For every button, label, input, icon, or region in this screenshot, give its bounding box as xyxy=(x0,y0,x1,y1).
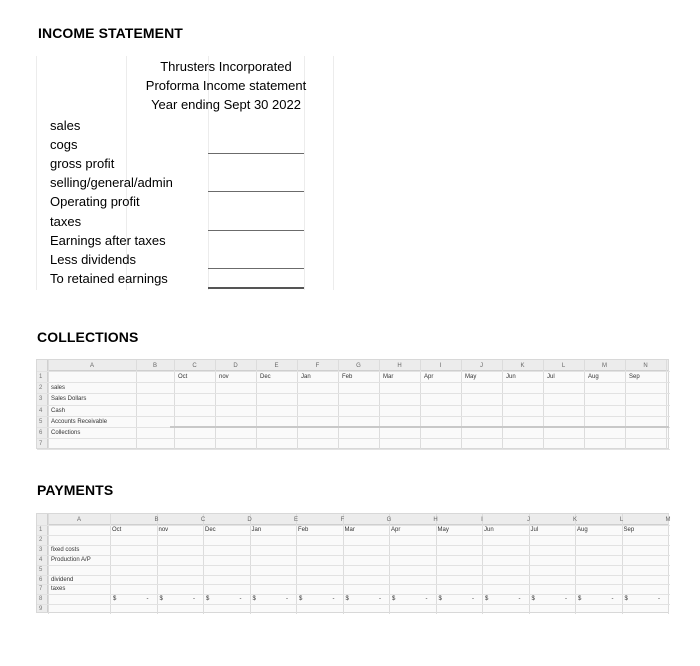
subtotal-underline xyxy=(208,268,304,269)
column-letter-f: F xyxy=(340,517,345,523)
column-letter-j: J xyxy=(527,517,530,523)
column-letter-a: A xyxy=(89,363,94,369)
total-dash: - xyxy=(611,596,614,603)
month-jul: Jul xyxy=(547,374,555,380)
month-mar: Mar xyxy=(383,374,394,380)
company-name: Thrusters Incorporated xyxy=(160,59,292,74)
collections-row-label: Cash xyxy=(51,407,66,414)
month-sep: Sep xyxy=(623,527,635,533)
column-letter-k: K xyxy=(520,363,525,369)
column-letter-k: K xyxy=(572,517,577,523)
month-mar: Mar xyxy=(344,527,355,533)
total-currency-symbol: $ xyxy=(206,596,210,603)
column-letter-e: E xyxy=(274,363,279,369)
total-currency-symbol: $ xyxy=(624,596,628,603)
row-number: 2 xyxy=(39,536,43,543)
payments-row-label: fixed costs xyxy=(51,546,80,553)
total-dash: - xyxy=(193,596,195,603)
column-letter-b: B xyxy=(152,363,157,369)
row-number: 4 xyxy=(39,556,43,563)
row-number: 2 xyxy=(39,385,43,392)
grid-line xyxy=(37,371,670,372)
column-letter-f: F xyxy=(315,363,320,369)
column-letter-g: G xyxy=(356,363,361,369)
month-aug: Aug xyxy=(577,527,588,533)
column-letter-l: L xyxy=(619,517,624,523)
grid-line xyxy=(37,604,670,605)
column-letter-h: H xyxy=(433,517,438,523)
row-number: 3 xyxy=(39,396,43,403)
payments-row-label: taxes xyxy=(51,586,66,593)
month-feb: Feb xyxy=(342,374,353,380)
month-jan: Jan xyxy=(251,527,262,533)
row-number: 7 xyxy=(39,586,43,593)
total-dash: - xyxy=(332,596,335,603)
collections-row-label: sales xyxy=(51,385,66,392)
total-dash: - xyxy=(658,596,660,603)
income-statement-heading: INCOME STATEMENT xyxy=(38,25,183,41)
total-currency-symbol: $ xyxy=(159,596,163,603)
column-letter-n: N xyxy=(643,363,648,369)
row-number: 1 xyxy=(39,527,43,533)
subtotal-underline xyxy=(208,153,304,154)
total-currency-symbol: $ xyxy=(252,596,256,603)
income-statement-table xyxy=(36,56,334,290)
grid-line xyxy=(37,545,670,546)
row-number: 1 xyxy=(39,374,43,380)
column-letter-m: M xyxy=(602,363,607,369)
column-letter-d: D xyxy=(233,363,238,369)
total-currency-symbol: $ xyxy=(392,596,396,603)
total-dash: - xyxy=(518,596,521,603)
subtotal-underline xyxy=(208,230,304,231)
collections-row-label: Accounts Receivable xyxy=(51,418,108,425)
column-letter-c: C xyxy=(200,517,206,523)
grid-line xyxy=(37,575,670,576)
month-jul: Jul xyxy=(530,527,539,533)
total-currency-symbol: $ xyxy=(345,596,349,603)
column-letter-h: H xyxy=(397,363,402,369)
row-number: 8 xyxy=(39,596,43,603)
column-letter-e: E xyxy=(293,517,298,523)
payments-row-label: Production A/P xyxy=(51,556,91,563)
collections-row-label: Sales Dollars xyxy=(51,396,87,403)
row-number: 5 xyxy=(39,418,43,425)
month-apr: Apr xyxy=(424,374,434,380)
total-currency-symbol: $ xyxy=(113,596,117,603)
grid-line xyxy=(37,393,670,394)
total-currency-symbol: $ xyxy=(485,596,489,603)
column-letter-g: G xyxy=(386,517,392,523)
income-row-operating-profit: Operating profit xyxy=(50,194,140,209)
column-letter-d: D xyxy=(247,517,252,523)
month-sep: Sep xyxy=(629,374,640,380)
month-aug: Aug xyxy=(588,374,599,380)
month-nov: nov xyxy=(158,527,169,533)
total-dash: - xyxy=(565,596,567,603)
grid-line xyxy=(37,535,670,536)
row-number: 3 xyxy=(39,546,43,553)
month-dec: Dec xyxy=(260,374,271,380)
column-letter-i: I xyxy=(481,517,483,523)
column-letter-l: L xyxy=(561,363,566,369)
statement-period: Year ending Sept 30 2022 xyxy=(151,97,301,112)
row-number: 4 xyxy=(39,407,43,414)
total-underline xyxy=(208,287,304,289)
grid-line xyxy=(37,594,670,595)
collections-grid xyxy=(36,359,669,449)
grid-line xyxy=(37,438,670,439)
grid-line xyxy=(37,416,670,417)
payments-heading: PAYMENTS xyxy=(37,482,114,498)
row-number: 6 xyxy=(39,576,43,583)
grid-line xyxy=(37,584,670,585)
grid-line xyxy=(37,382,670,383)
column-letter-a: A xyxy=(76,517,81,523)
row-number: 5 xyxy=(39,566,43,573)
income-row-gross-profit: gross profit xyxy=(50,156,115,171)
income-row-retained-earnings: To retained earnings xyxy=(50,271,168,286)
collections-row-label: Collections xyxy=(51,430,81,436)
month-may: May xyxy=(465,374,477,380)
month-jan: Jan xyxy=(301,374,311,380)
column-letter-b: B xyxy=(154,517,159,523)
row-number: 9 xyxy=(39,606,43,613)
column-letter-m: M xyxy=(665,517,671,523)
statement-title: Proforma Income statement xyxy=(145,78,307,93)
total-dash: - xyxy=(379,596,381,603)
grid-line xyxy=(37,555,670,556)
receivable-underline xyxy=(170,426,669,428)
month-dec: Dec xyxy=(205,527,216,533)
income-row-earnings-after-taxes: Earnings after taxes xyxy=(50,233,166,248)
grid-line xyxy=(37,565,670,566)
month-nov: nov xyxy=(219,374,229,380)
month-may: May xyxy=(437,527,449,533)
total-currency-symbol: $ xyxy=(531,596,535,603)
grid-line xyxy=(37,449,670,450)
payments-grid xyxy=(36,513,669,613)
row-number: 6 xyxy=(39,430,43,436)
grid-line xyxy=(37,405,670,406)
row-number: 7 xyxy=(39,441,43,448)
month-feb: Feb xyxy=(298,527,309,533)
total-dash: - xyxy=(286,596,288,603)
total-dash: - xyxy=(472,596,474,603)
income-row-less-dividends: Less dividends xyxy=(50,252,136,267)
column-letter-i: I xyxy=(439,363,442,369)
column-letter-j: J xyxy=(480,363,483,369)
month-oct: Oct xyxy=(178,374,188,380)
month-oct: Oct xyxy=(112,527,122,533)
income-row-sga: selling/general/admin xyxy=(50,175,173,190)
total-currency-symbol: $ xyxy=(438,596,442,603)
total-currency-symbol: $ xyxy=(578,596,582,603)
column-letter-c: C xyxy=(192,363,197,369)
subtotal-underline xyxy=(208,191,304,192)
payments-row-label: dividend xyxy=(51,576,74,583)
month-apr: Apr xyxy=(391,527,401,533)
month-jun: Jun xyxy=(506,374,516,380)
income-row-sales: sales xyxy=(50,118,81,133)
income-row-cogs: cogs xyxy=(50,137,78,152)
income-row-taxes: taxes xyxy=(50,214,82,229)
total-dash: - xyxy=(146,596,149,603)
total-dash: - xyxy=(425,596,428,603)
total-dash: - xyxy=(239,596,242,603)
collections-heading: COLLECTIONS xyxy=(37,329,139,345)
total-currency-symbol: $ xyxy=(299,596,303,603)
month-jun: Jun xyxy=(484,527,494,533)
